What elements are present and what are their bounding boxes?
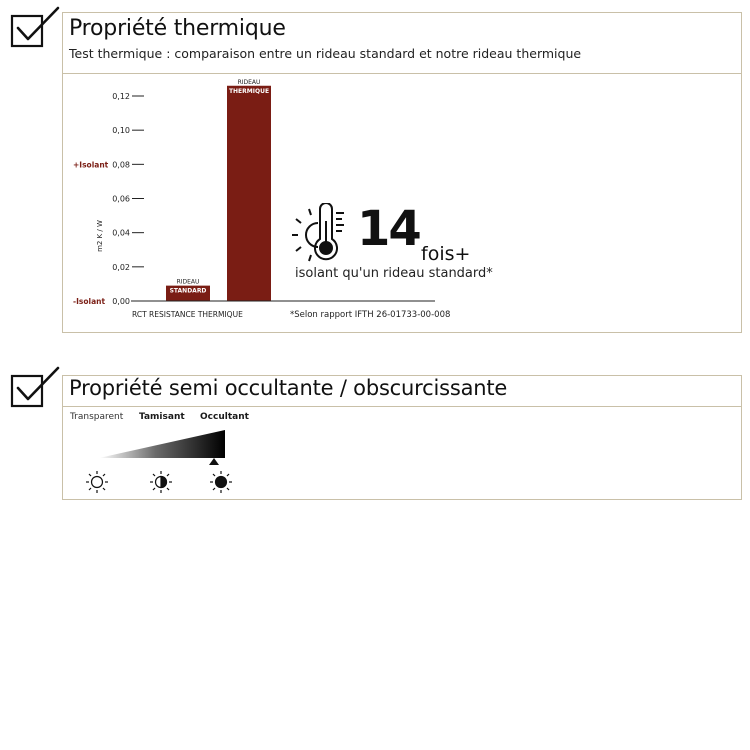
highlight-suffix: fois+ bbox=[421, 243, 471, 265]
side-label: +Isolant bbox=[73, 160, 109, 170]
opacity-header bbox=[63, 376, 741, 407]
selected-marker-icon bbox=[209, 458, 219, 466]
y-tick-label: 0,00 bbox=[112, 297, 130, 306]
checkbox-checked-icon bbox=[10, 366, 62, 410]
y-tick-label: 0,06 bbox=[112, 194, 130, 204]
scale-label-tamisant: Tamisant bbox=[139, 412, 185, 422]
x-axis-label: RCT RESISTANCE THERMIQUE bbox=[132, 310, 243, 319]
opacity-gradient-wedge bbox=[99, 428, 229, 460]
bar-top-label: RIDEAU bbox=[176, 278, 200, 286]
y-tick-label: 0,10 bbox=[112, 126, 130, 136]
thermal-title: Propriété thermique bbox=[69, 16, 286, 41]
bar-inner-label: THERMIQUE bbox=[228, 87, 270, 95]
y-tick-label: 0,04 bbox=[112, 228, 130, 238]
sun-filled-icon bbox=[209, 470, 233, 494]
scale-label-occultant: Occultant bbox=[200, 412, 249, 422]
sun-outline-icon bbox=[85, 470, 109, 494]
y-tick-label: 0,12 bbox=[112, 92, 130, 101]
opacity-property-panel bbox=[62, 375, 742, 500]
highlight-text: isolant qu'un rideau standard* bbox=[295, 266, 493, 281]
opacity-title: Propriété semi occultante / obscurcissante bbox=[69, 376, 508, 400]
bar-top-label: RIDEAU bbox=[237, 78, 261, 86]
thermal-subtitle: Test thermique : comparaison entre un rideau standard et notre rideau thermique bbox=[69, 46, 582, 61]
thermometer-sun-icon bbox=[289, 203, 355, 269]
y-tick-label: 0,02 bbox=[112, 262, 130, 272]
sun-half-icon bbox=[149, 470, 173, 494]
bar-inner-label: STANDARD bbox=[169, 287, 207, 295]
checkbox-checked-icon bbox=[10, 6, 62, 50]
thermal-bar-chart bbox=[63, 13, 743, 334]
scale-label-transparent: Transparent bbox=[70, 412, 124, 422]
y-axis-label: m2 K / W bbox=[96, 220, 104, 252]
bar bbox=[227, 86, 271, 301]
side-label: -Isolant bbox=[73, 297, 106, 306]
footnote: *Selon rapport IFTH 26-01733-00-008 bbox=[290, 310, 451, 320]
y-tick-label: 0,08 bbox=[112, 160, 130, 170]
highlight-number: 14 bbox=[357, 201, 420, 257]
thermal-property-panel bbox=[62, 12, 742, 333]
